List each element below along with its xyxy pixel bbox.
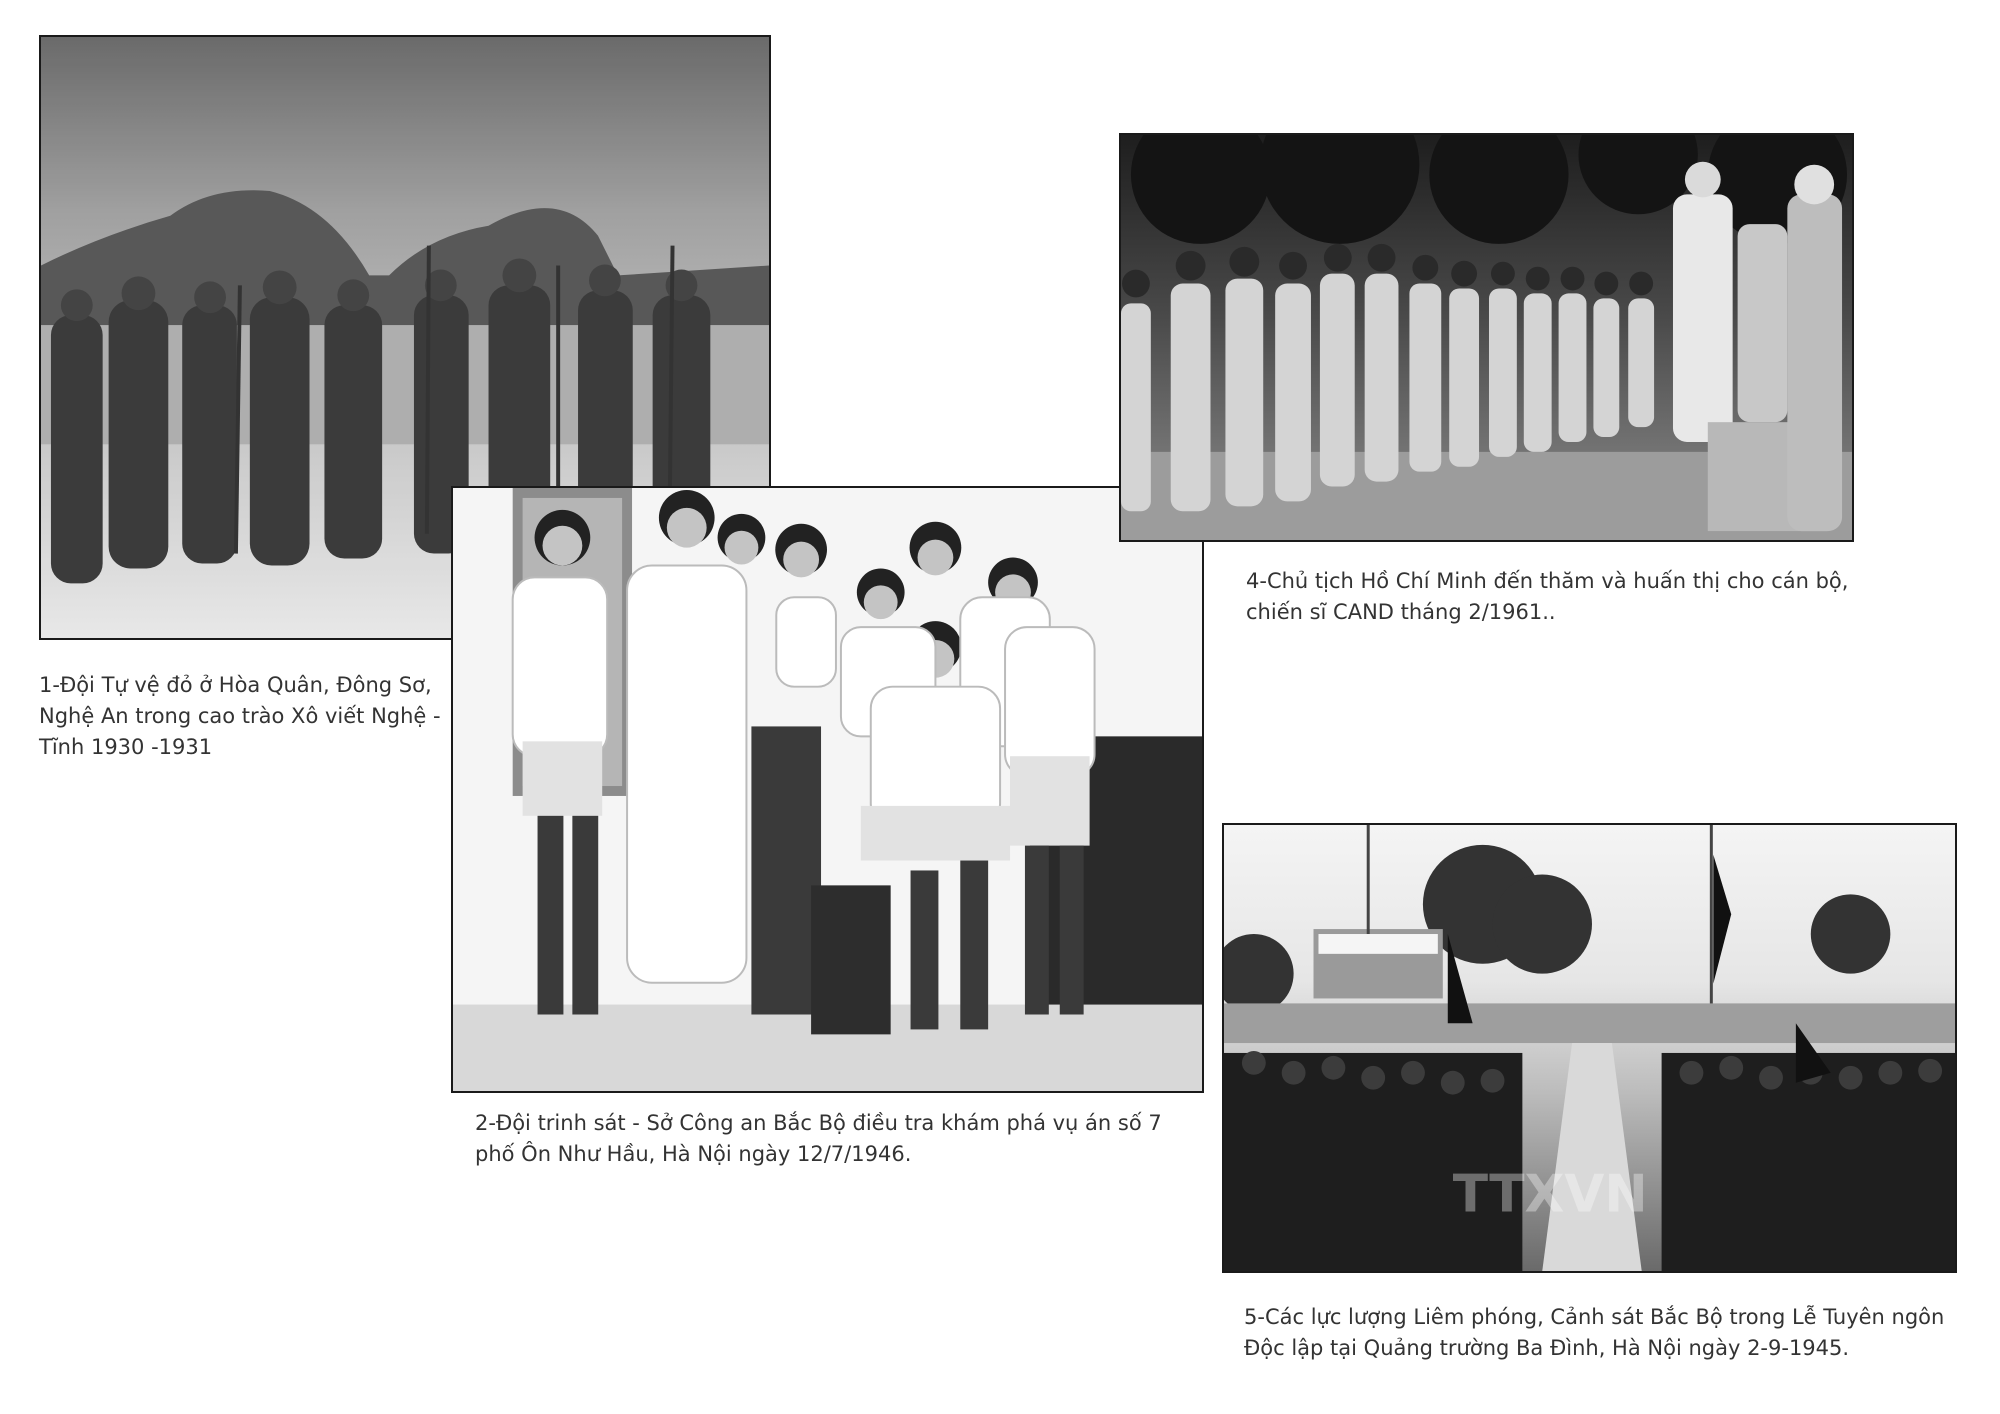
watermark-text: TTXVN xyxy=(1452,1164,1648,1225)
caption-line: 5-Các lực lượng Liêm phóng, Cảnh sát Bắc Bộ trong Lễ Tuyên ngôn xyxy=(1244,1305,1945,1329)
caption-line: 4-Chủ tịch Hồ Chí Minh đến thăm và huấn thị cho cán bộ, xyxy=(1246,569,1849,593)
caption-photo-1 xyxy=(39,670,441,763)
caption-line: Tĩnh 1930 -1931 xyxy=(39,735,213,759)
caption-photo-5 xyxy=(1244,1302,1944,1364)
photo-4-ho-chi-minh-visit xyxy=(1119,133,1854,542)
photo-5-ba-dinh-square-ceremony xyxy=(1222,823,1957,1273)
caption-photo-2 xyxy=(475,1108,1162,1170)
photo-5-image xyxy=(1224,825,1955,1271)
caption-line: Nghệ An trong cao trào Xô viết Nghệ - xyxy=(39,704,441,728)
photo-2-investigation-team xyxy=(451,486,1204,1093)
caption-line: Độc lập tại Quảng trường Ba Đình, Hà Nội ngày 2-9-1945. xyxy=(1244,1336,1850,1360)
caption-photo-4 xyxy=(1246,566,1848,628)
caption-line: phố Ôn Như Hầu, Hà Nội ngày 12/7/1946. xyxy=(475,1142,912,1166)
photo-4-image xyxy=(1121,135,1852,540)
photo-2-image xyxy=(453,488,1202,1091)
caption-line: 1-Đội Tự vệ đỏ ở Hòa Quân, Đông Sơ, xyxy=(39,673,432,697)
caption-line: 2-Đội trinh sát - Sở Công an Bắc Bộ điều tra khám phá vụ án số 7 xyxy=(475,1111,1162,1135)
caption-line: chiến sĩ CAND tháng 2/1961.. xyxy=(1246,600,1556,624)
